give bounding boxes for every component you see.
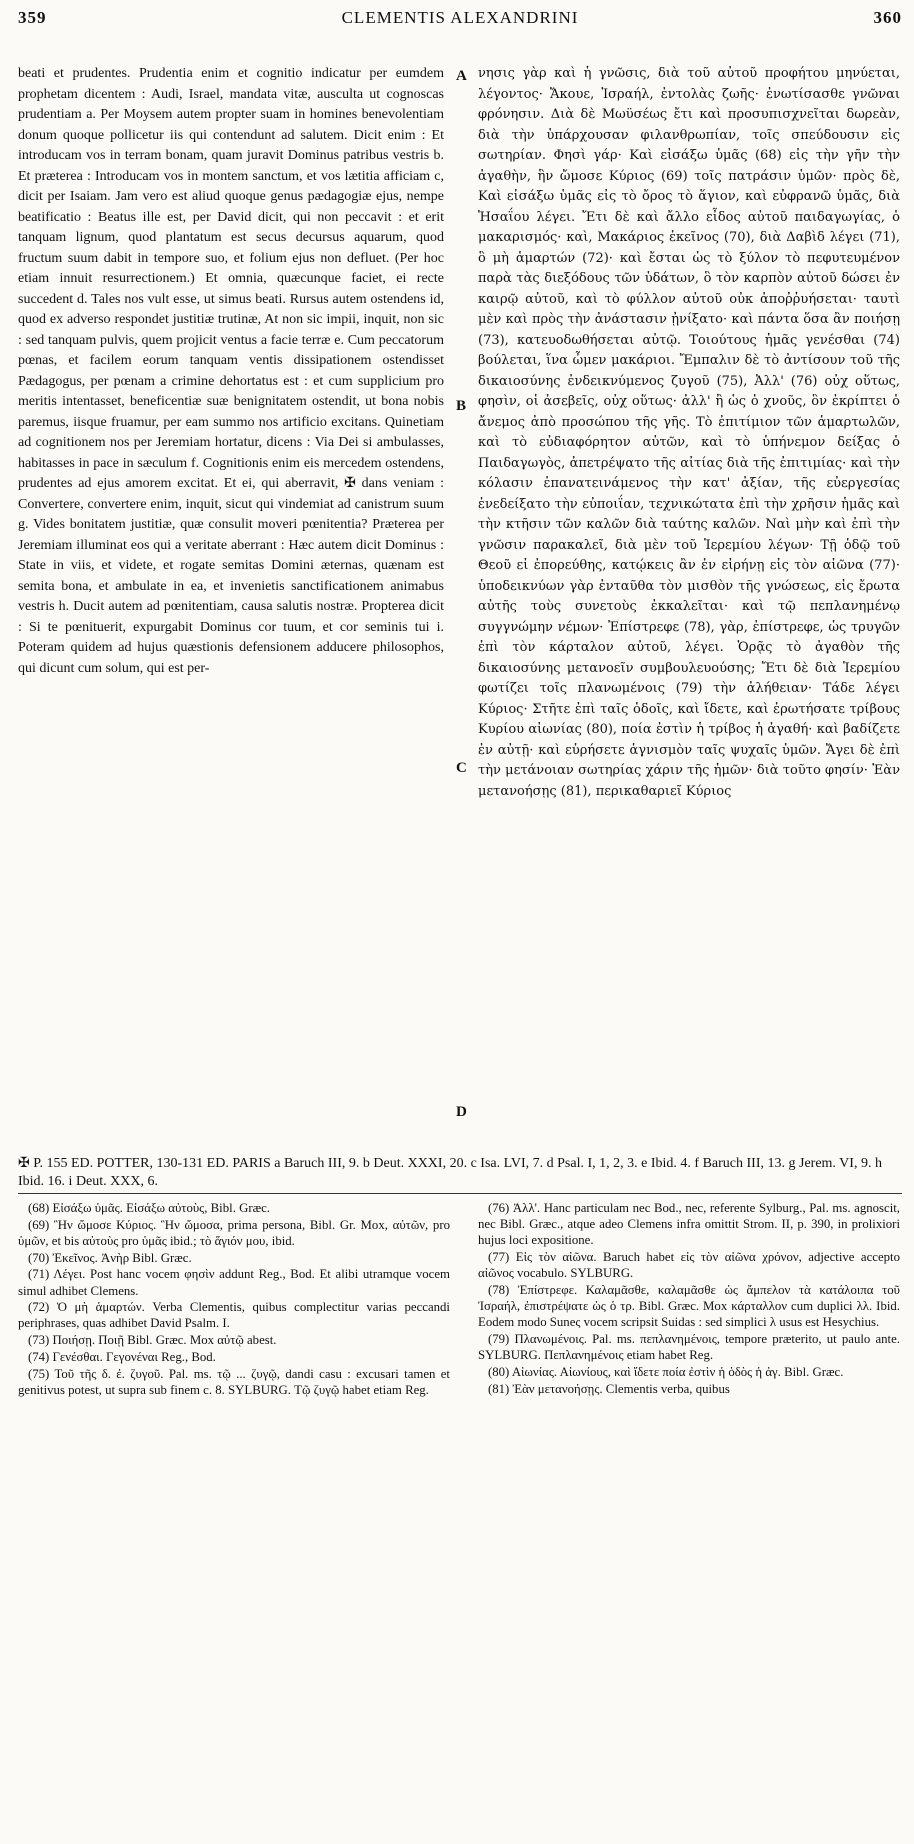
note-79: (79) Πλανωμένοις. Pal. ms. πεπλανημένοις, tempore præterito, ut paulo ante. SYLBURG. Πεπλανημένοις etiam habet Reg.: [478, 1332, 900, 1363]
note-75: (75) Τοῦ τῆς δ. ἐ. ζυγοῦ. Pal. ms. τῷ ... ζυγῷ, dandi casu : excusari tamen et genitivus potest, ut supra sub finem c. 8. SYLBURG. Τῷ ζυγῷ habet etiam Reg.: [18, 1366, 450, 1397]
source-footnotes: ✠ P. 155 ED. POTTER, 130-131 ED. PARIS a Baruch III, 9. b Deut. XXXI, 20. c Isa. LVI, 7. d Psal. I, 1, 2, 3. e Ibid. 4. f Baruch III, 13. g Jerem. VI, 9. h Ibid. 16. i Deut. XXX, 6.: [18, 1156, 882, 1189]
notes-left-column: [18, 1200, 450, 1398]
latin-column: [18, 64, 444, 679]
note-68: (68) Εἰσάξω ὑμᾶς. Εἰσάξω αὐτοὺς, Bibl. Græc.: [28, 1201, 271, 1215]
note-70: (70) Ἐκεῖνος. Ἀνὴρ Bibl. Græc.: [28, 1250, 192, 1265]
note-72: (72) Ὁ μὴ ἁμαρτών. Verba Clementis, quibus complectitur varias peccandi periphrases, quas adhibet David Psalm. I.: [18, 1300, 450, 1331]
greek-column: [478, 64, 900, 802]
note-69: (69) Ἣν ὤμοσε Κύριος. Ἣν ὤμοσα, prima persona, Bibl. Gr. Mox, αὐτῶν, pro ὑμῶν, et bis αὐτοὺς pro ὑμᾶς ibid.; τὸ ἅγιόν μου, ibid.: [18, 1217, 450, 1248]
note-80: (80) Αἰωνίας. Αἰωνίους, καὶ ἴδετε ποία ἐστὶν ἡ ὁδὸς ἡ ἀγ. Bibl. Græc.: [488, 1365, 844, 1380]
margin-letter-a: A: [456, 68, 467, 84]
margin-letter-c: C: [456, 760, 467, 776]
greek-text: νησις γὰρ καὶ ἡ γνῶσις, διὰ τοῦ αὐτοῦ προφήτου μηνύεται, λέγοντος· Ἄκουε, Ἰσραήλ, ἐντολὰς ζωῆς· ἐνωτίσασθε γνῶναι φρόνησιν. Διὰ δὲ Μωϋσέως ἔτι καὶ προσυπισχνεῖται δωρεὰν, διὰ τὴν ὑπάρχουσαν φιλανθρωπίαν, τοῖς σπεύδουσιν εἰς σωτηρίαν. Φησὶ γάρ· Καὶ εἰσάξω ὑμᾶς (68) εἰς τὴν γῆν τὴν ἀγαθὴν, ἣν ὤμοσε Κύριος (69) τοῖς πατράσιν ὑμῶν· πρὸς δὲ, Καὶ εἰσάξω ὑμᾶς εἰς τὸ ὄρος τὸ ἅγιον, καὶ εὐφρανῶ ὑμᾶς, διὰ Ἡσαΐου λέγει. Ἔτι δὲ καὶ ἄλλο εἶδος αὐτοῦ παιδαγωγίας, ὁ μακαρισμός· καὶ, Μακάριος ἐκεῖνος (70), διὰ Δαβὶδ λέγει (71), ὃ μὴ ἁμαρτών (72)· καὶ ἔσται ὡς τὸ ξύλον τὸ πεφυτευμένον παρὰ τὰς διεξόδους τῶν ὑδάτων, ὃ τὸν καρπὸν αὐτοῦ δώσει ἐν καιρῷ αὐτοῦ, καὶ τὸ φύλλον αὐτοῦ οὐκ ἀποῤῥυήσεται· ταυτὶ μὲν καὶ πρὸς τὴν ἀνάστασιν ᾐνίξατο· καὶ πάντα ὅσα ἂν ποιήσῃ (73), κατευοδωθήσεται αὐτῷ. Τοιούτους ἡμᾶς γενέσθαι (74) βούλεται, ἵνα ὦμεν μακάριοι. Ἔμπαλιν δὲ τὸ ἀντίσουν τοῦ τῆς δικαιοσύνης ἐνδεικνύμενος ζυγοῦ (75), Ἀλλ' (76) οὐχ οὕτως, φησὶν, οἱ ἀσεβεῖς, οὐχ οὕτως· ἀλλ' ἢ ὡς ὁ χνοῦς, ὃν ἐκρίπτει ὁ ἄνεμος ἀπὸ προσώπου τῆς γῆς. Τὸ ἐπιτίμιον τῶν ἁμαρτωλῶν, καὶ τὸ εὐδιαφόρητον αὐτῶν, καὶ τὸ ὑπήνεμον δείξας ὁ Παιδαγωγὸς, ἀπετρέψατο τῆς αἰτίας διὰ τῆς ἐπιτιμίας· καὶ τὴν κόλασιν ἐπανατεινάμενος τὴν κατ' ἀξίαν, τῆς εὐεργεσίας ἐνεδείξατο τὴν εὐποιΐαν, τεχνικώτατα ἐπὶ τὴν χρῆσιν ἡμᾶς καὶ τὴν κτῆσιν τῶν καλῶν διὰ ταύτης καλῶν. Ναὶ μὴν καὶ ἐπὶ τὴν γνῶσιν παρακαλεῖ, διὰ μὲν τοῦ Ἱερεμίου λέγων· Τῇ ὁδῷ τοῦ Θεοῦ εἰ ἐπορεύθης, κατῴκεις ἂν ἐν εἰρήνῃ εἰς τὸν αἰῶνα (77)· ὑποδεικνύων γὰρ ἐνταῦθα τὸν μισθὸν τῆς γνώσεως, εἰς ἔρωτα αὐτῆς τοὺς συνετοὺς ἐκκαλεῖται· καὶ τῷ πεπλανημένῳ συγγνώμην νέμων· Ἐπίστρεφε (78), γὰρ, ἐπίστρεφε, ὡς τρυγῶν ἐπὶ τὸν κάρταλον αὐτοῦ, λέγει. Ὁρᾷς τὸ ἀγαθὸν τῆς δικαιοσύνης μετανοεῖν συμβουλευούσης; Ἔτι δὲ διὰ Ἱερεμίου φωτίζει τοῖς πλανωμένοις (79) τὴν ἀλήθειαν· Τάδε λέγει Κύριος· Στῆτε ἐπὶ ταῖς ὁδοῖς, καὶ ἴδετε, καὶ ἐρωτήσατε τρίβους Κυρίου αἰωνίας (80), ποία ἐστὶν ἡ τρίβος ἡ ἀγαθή· καὶ βαδίζετε ἐν αὐτῇ· καὶ εὑρήσετε ἁγνισμὸν ταῖς ψυχαῖς ὑμῶν. Ἄγει δὲ ἐπὶ τὴν μετάνοιαν σωτηρίας χάριν τῆς ἡμῶν· διὰ τοῦτο φησίν· Ἐὰν μετανοήσῃς (81), περικαθαριεῖ Κύριος: [478, 66, 900, 799]
note-76: (76) Ἀλλ'. Hanc particulam nec Bod., nec, referente Sylburg., Pal. ms. agnoscit, nec Bibl. Græc., atque adeo Clemens infra omittit Strom. II, p. 390, in prolixiori hujus loci expositione.: [478, 1201, 900, 1248]
notes-right-column: [478, 1200, 900, 1397]
margin-letters: [454, 64, 474, 1844]
note-73: (73) Ποιήσῃ. Ποιῇ Bibl. Græc. Mox αὐτῷ abest.: [28, 1333, 277, 1348]
latin-text: beati et prudentes. Prudentia enim et cognitio indicatur per eumdem prophetam dicentem : Audi, Israel, mandata vitæ, ausculta ut cognoscas prudentiam a. Per Moysem autem propter suam in homines benevolentiam donum quoque pollicetur iis qui contendunt ad salutem. Dicit enim : Et introducam vos in terram bonam, quam juravit Dominus patribus vestris b. Et præterea : Introducam vos in montem sanctum, et vos lætitia afficiam c, dicit per Isaiam. Jam vero est aliud quoque genus pædagogiæ ejus, nempe beatificatio : Beatus ille est, per David dicit, qui non peccavit : et erit tanquam lignum, quod plantatum est secus decursus aquarum, quod fructum suum dabit in tempore suo, et folium ejus non defluet. (Per hoc etiam innuit resurrectionem.) Et omnia, quæcunque faciet, ei recte succedent d. Tales nos vult esse, ut simus beati. Rursus autem ostendens id, quod ex adverso respondet justitiæ trutinæ, At non sic impii, inquit, non sic : sed tanquam pulvis, quem projicit ventus a facie terræ e. Cum peccatorum pœnas, et facilem eorum tanquam ventis dissipationem ostendisset Pædagogus, per pœnam a crimine dehortatus est : et cum supplicium pro meritis intentasset, beneficentiæ suæ benignitatem ostendit, ut bona nobis paremus, iisque fruamur, per eam summo nos artificio excitans. Quinetiam ad cognitionem nos per Jeremiam hortatur, dicens : Via Dei si ambulasses, habitasses in pace in sæculum f. Cognitionis enim eis mercedem ostendens, prudentes ad ejus amorem excitat. Et ei, qui aberravit, ✠ dans veniam : Convertere, convertere enim, inquit, sicut qui vindemiat ad canistrum suum g. Vides bonitatem justitiæ, quæ consulit moveri pœnitentia? Præterea per Jeremiam illuminat eos qui a veritate aberrant : Hæc autem dicit Dominus : State in viis, et videte, et rogate semitas Domini æternas, quænam est semita bona, et ambulate in ea, et invenietis sanctificationem animabus vestris h. Ducit autem ad pœnitentiam, causa salutis nostræ. Propterea dicit : Si te pœnituerit, expurgabit Dominus cor tuum, et cor seminis tui i. Poteram quidem ad hujus quæstionis defensionem adducere philosophos, qui dicunt cum solum, qui est per-: [18, 66, 444, 676]
note-78: (78) Ἐπίστρεφε. Καλαμᾶσθε, καλαμᾶσθε ὡς ἄμπελον τὰ κατάλοιπα τοῦ Ἰσραήλ, ἐπιστρέψατε ὡς ὁ τρ. Bibl. Græc. Mox κάρταλλον cum duplici λλ. Ibid. Eodem modo Suneς vocem scripsit Suidas : sed simplici λ usus est Hesychius.: [478, 1283, 900, 1330]
page-number-left: 359: [18, 8, 47, 27]
page-header: [18, 8, 902, 32]
note-74: (74) Γενέσθαι. Γεγονέναι Reg., Bod.: [28, 1349, 216, 1364]
margin-letter-b: B: [456, 398, 467, 414]
note-71: (71) Λέγει. Post hanc vocem φησὶν addunt Reg., Bod. Et alibi utramque vocem simul adhibet Clemens.: [18, 1267, 450, 1298]
running-title: CLEMENTIS ALEXANDRINI: [341, 8, 579, 27]
note-81: (81) Ἐὰν μετανοήσῃς. Clementis verba, quibus: [488, 1381, 730, 1396]
footnote-divider: [18, 1193, 902, 1194]
margin-letter-d: D: [456, 1104, 467, 1120]
page-number-right: 360: [873, 8, 902, 27]
note-77: (77) Εἰς τὸν αἰῶνα. Baruch habet εἰς τὸν αἰῶνα χρόνον, adjective accepto αἰῶνος vocabulo. SYLBURG.: [478, 1250, 900, 1281]
